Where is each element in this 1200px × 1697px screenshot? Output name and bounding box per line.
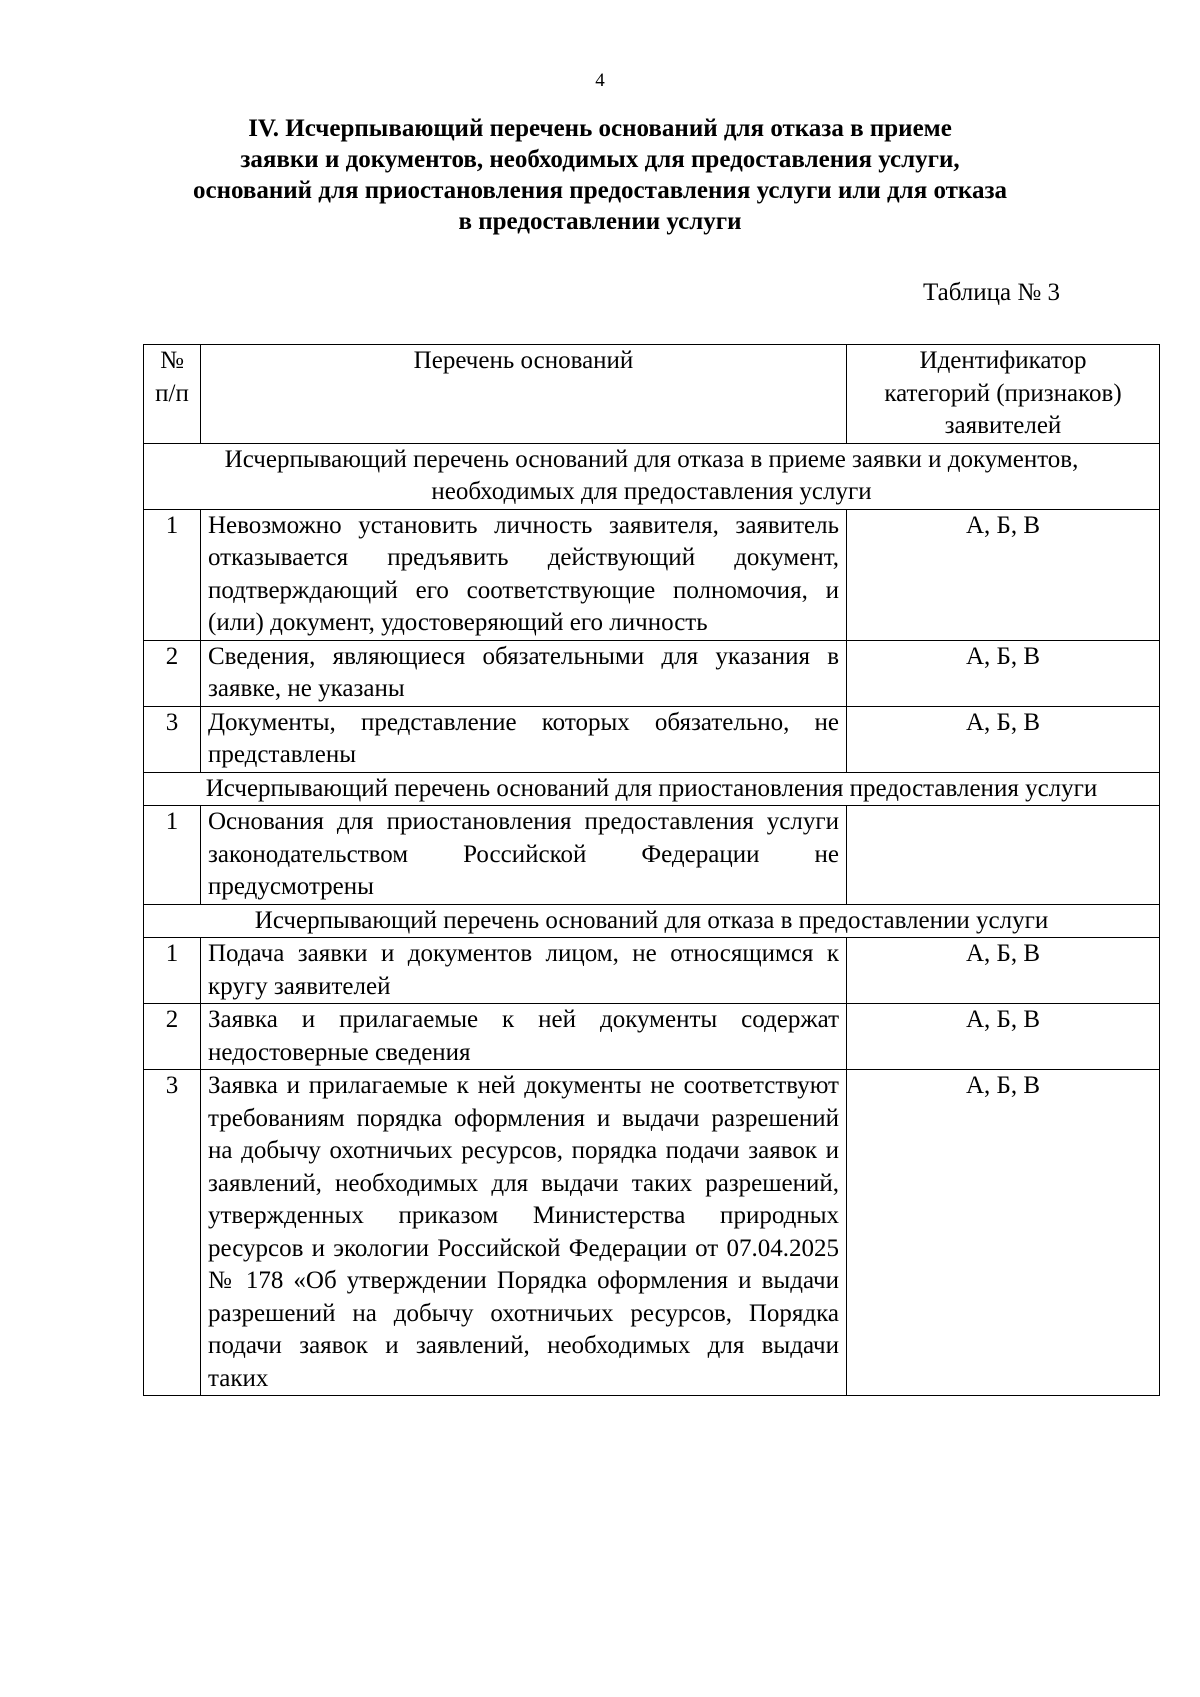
row-ground-text: Подача заявки и документов лицом, не относящимся к кругу заявителей	[201, 938, 847, 1004]
row-ground-text: Сведения, являющиеся обязательными для указания в заявке, не указаны	[201, 640, 847, 706]
header-grounds-list: Перечень оснований	[201, 345, 847, 444]
table-row	[144, 938, 1160, 1004]
section-title	[150, 113, 1050, 237]
row-category-ids: А, Б, В	[847, 640, 1160, 706]
section-heading: Исчерпывающий перечень оснований для отказа в приеме заявки и документов, необходимых для предоставления услуги	[144, 443, 1160, 509]
row-ground-text: Основания для приостановления предоставления услуги законодательством Российской Федерации не предусмотрены	[201, 806, 847, 905]
row-ground-text: Документы, представление которых обязательно, не представлены	[201, 706, 847, 772]
row-number: 1	[144, 509, 201, 640]
row-category-ids: А, Б, В	[847, 706, 1160, 772]
row-ground-text: Заявка и прилагаемые к ней документы содержат недостоверные сведения	[201, 1004, 847, 1070]
row-ground-text: Заявка и прилагаемые к ней документы не соответствуют требованиям порядка оформления и выдачи разрешений на добычу охотничьих ресурсов, порядка подачи заявок и заявлений, необходимых для выдачи таких разрешений, утвержденных приказом Министерства природных ресурсов и экологии Российской Федерации от 07.04.2025 № 178 «Об утверждении Порядка оформления и выдачи разрешений на добычу охотничьих ресурсов, Порядка подачи заявок и заявлений, необходимых для выдачи таких	[201, 1070, 847, 1396]
header-identifier-line: категорий (признаков)	[884, 379, 1122, 407]
table-row	[144, 806, 1160, 905]
section-heading-row	[144, 443, 1160, 509]
grounds-table	[143, 344, 1160, 1396]
row-number: 1	[144, 806, 201, 905]
header-category-identifier	[847, 345, 1160, 444]
table-row	[144, 640, 1160, 706]
row-category-ids: А, Б, В	[847, 509, 1160, 640]
row-number: 2	[144, 640, 201, 706]
section-heading-row	[144, 772, 1160, 806]
row-number: 3	[144, 1070, 201, 1396]
table-row	[144, 1070, 1160, 1396]
row-category-ids: А, Б, В	[847, 1070, 1160, 1396]
section-title-line: в предоставлении услуги	[458, 208, 742, 235]
table-row	[144, 706, 1160, 772]
table-row	[144, 1004, 1160, 1070]
section-title-line: оснований для приостановления предоставления услуги или для отказа	[192, 177, 1008, 204]
header-number	[144, 345, 201, 444]
section-heading-row	[144, 904, 1160, 938]
row-category-ids: А, Б, В	[847, 938, 1160, 1004]
row-number: 3	[144, 706, 201, 772]
header-number-line: №	[160, 347, 184, 374]
header-identifier-line: Идентификатор	[919, 347, 1087, 374]
table-header-row	[144, 345, 1160, 444]
section-title-line: IV. Исчерпывающий перечень оснований для отказа в приеме	[248, 115, 952, 142]
page-number: 4	[595, 70, 605, 91]
section-title-line: заявки и документов, необходимых для предоставления услуги,	[240, 146, 960, 173]
row-number: 2	[144, 1004, 201, 1070]
section-heading: Исчерпывающий перечень оснований для приостановления предоставления услуги	[144, 772, 1160, 806]
section-heading: Исчерпывающий перечень оснований для отказа в предоставлении услуги	[144, 904, 1160, 938]
header-number-line: п/п	[155, 379, 189, 407]
table-caption: Таблица № 3	[922, 279, 1060, 306]
table-row	[144, 509, 1160, 640]
row-ground-text: Невозможно установить личность заявителя, заявитель отказывается предъявить действующий документ, подтверждающий его соответствующие полномочия, и (или) документ, удостоверяющий его личность	[201, 509, 847, 640]
row-number: 1	[144, 938, 201, 1004]
row-category-ids	[847, 806, 1160, 905]
row-category-ids: А, Б, В	[847, 1004, 1160, 1070]
header-identifier-line: заявителей	[944, 412, 1062, 439]
